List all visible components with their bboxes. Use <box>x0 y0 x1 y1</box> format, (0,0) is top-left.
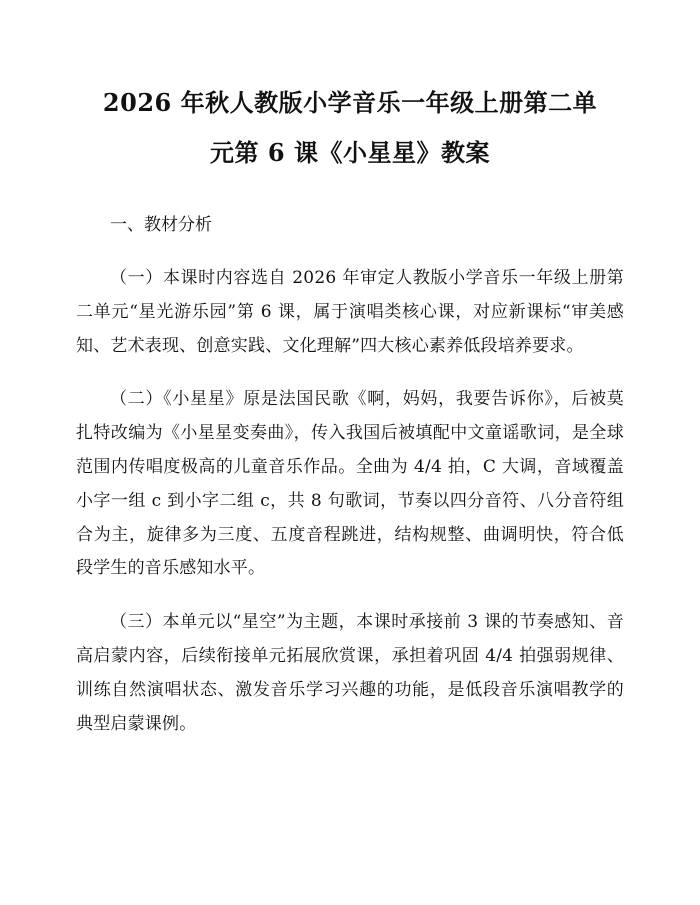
paragraph-3: （三）本单元以“星空”为主题，本课时承接前 3 课的节奏感知、音高启蒙内容，后续衔接单元拓展欣赏课，承担着巩固 4/4 拍强弱规律、训练自然演唱状态、激发音乐学习兴趣的功能，是低段音乐演唱教学的典型启蒙课例。 <box>76 612 624 734</box>
title-line-1: 2026 年秋人教版小学音乐一年级上册第二单 <box>102 88 598 117</box>
document-title <box>76 78 624 178</box>
paragraph-1: （一）本课时内容选自 2026 年审定人教版小学音乐一年级上册第二单元“星光游乐园”第 6 课，属于演唱类核心课，对应新课标“审美感知、艺术表现、创意实践、文化理解”四大核心素养低段培养要求。 <box>76 268 624 356</box>
paragraph-2: （二）《小星星》原是法国民歌《啊，妈妈，我要告诉你》，后被莫扎特改编为《小星星变奏曲》，传入我国后被填配中文童谣歌词，是全球范围内传唱度极高的儿童音乐作品。全曲为 4/4 拍，C 大调，音域覆盖小字一组 c 到小字二组 c，共 8 句歌词，节奏以四分音符、八分音符组合为主，旋律多为三度、五度音程跳进，结构规整、曲调明快，符合低段学生的音乐感知水平。 <box>76 389 624 579</box>
title-line-2: 元第 6 课《小星星》教案 <box>210 138 490 167</box>
section-heading-teaching-material-analysis: 一、教材分析 <box>110 215 212 235</box>
